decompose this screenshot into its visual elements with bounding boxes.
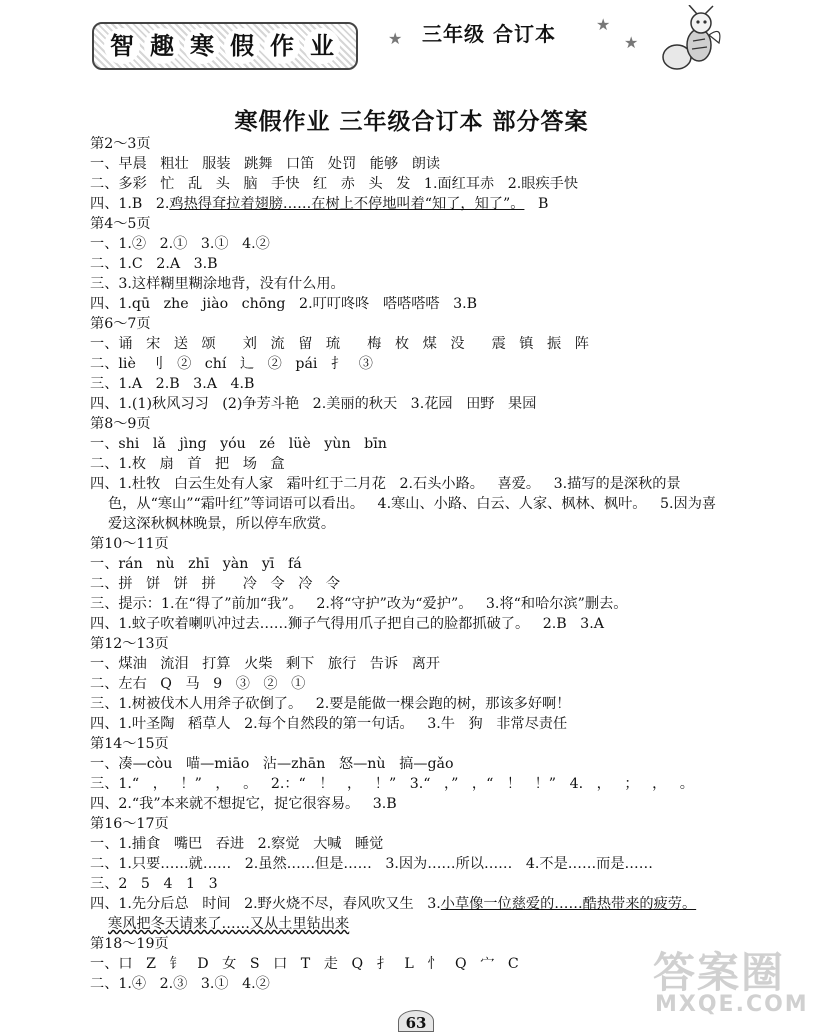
answer-line: 三、提示：1.在“得了”前加“我”。 2.将“守护”改为“爱护”。 3.将“和哈尔滨”删去。 xyxy=(90,596,628,612)
answer-line: 三、1.A 2.B 3.A 4.B xyxy=(90,376,255,392)
answer-line xyxy=(90,194,770,214)
underlined-answer: 鸡热得耷拉着翅膀……在树上不停地叫着“知了，知了”。 xyxy=(169,196,525,212)
watermark-logo xyxy=(645,940,815,1020)
underlined-answer: 小草像一位慈爱的……酷热带来的疲劳。 xyxy=(440,896,697,912)
document-title: 寒假作业 三年级合订本 部分答案 xyxy=(234,109,589,135)
answer-line: 四、1.叶圣陶 稻草人 2.每个自然段的第一句话。 3.牛 狗 非常尽责任 xyxy=(90,716,568,732)
answer-line-continued: 爱这深秋枫林晚景，所以停车欣赏。 xyxy=(108,516,336,532)
section-heading: 第18～19页 xyxy=(90,936,169,952)
answer-line: 一、口 Z 钅 D 女 S 口 T 走 Q 扌 L 忄 Q 宀 C xyxy=(90,956,519,972)
star-icon: ★ xyxy=(388,29,403,48)
section-heading: 第10～11页 xyxy=(90,536,169,552)
banner-subtitle: 三年级 合订本 xyxy=(422,22,556,46)
answer-line: 一、shi lǎ jìng yóu zé lüè yùn bīn xyxy=(90,436,387,452)
answer-line: 三、1.树被伐木人用斧子砍倒了。 2.要是能做一棵会跑的树，那该多好啊！ xyxy=(90,696,571,712)
answer-line: 二、1.④ 2.③ 3.① 4.② xyxy=(90,976,270,992)
section-heading: 第8～9页 xyxy=(90,416,151,432)
answer-line: 二、拼 饼 饼 拼 冷 令 冷 令 xyxy=(90,576,341,592)
answer-line: 二、多彩 忙 乱 头 脑 手快 红 赤 头 发 1.面红耳赤 2.眼疾手快 xyxy=(90,176,579,192)
answer-line: 二、1.C 2.A 3.B xyxy=(90,256,218,272)
star-icon: ★ xyxy=(596,15,611,34)
banner-subtitle-area xyxy=(380,15,660,52)
answer-line-prefix: 四、1.先分后总 时间 2.野火烧不尽，春风吹又生 3. xyxy=(90,896,441,912)
answer-line: 一、诵 宋 送 颂 刘 流 留 琉 梅 枚 煤 没 震 镇 振 阵 xyxy=(90,336,589,352)
answer-line-continued xyxy=(90,914,770,934)
section-heading: 第12～13页 xyxy=(90,636,169,652)
answer-line: 一、1.② 2.① 3.① 4.② xyxy=(90,236,270,252)
banner-title-char: 智 xyxy=(104,28,140,64)
answer-line: 一、凑—còu 喵—miāo 沾—zhān 怒—nù 搞—gǎo xyxy=(90,756,454,772)
answer-content xyxy=(90,134,770,994)
page-number: 63 xyxy=(398,1010,434,1032)
answer-line: 四、1.(1)秋风习习 (2)争芳斗艳 2.美丽的秋天 3.花园 田野 果园 xyxy=(90,396,537,412)
answer-line: 二、左右 Q 马 9 ③ ② ① xyxy=(90,676,306,692)
answer-line-suffix: B xyxy=(524,196,549,212)
section-heading: 第16～17页 xyxy=(90,816,169,832)
answer-line: 三、1.“ ， ！” ， 。 2.：“ ！ ， ！” 3.“ ，” ，“ ！ ！” 4. ， ； ， 。 xyxy=(90,776,694,792)
answer-line: 四、1.杜牧 白云生处有人家 霜叶红于二月花 2.石头小路。 喜爱。 3.描写的是深秋的景 xyxy=(90,476,681,492)
banner-title-char: 业 xyxy=(304,28,340,64)
answer-line: 四、1.蚊子吹着喇叭冲过去……狮子气得用爪子把自己的脸都抓破了。 2.B 3.A xyxy=(90,616,604,632)
section-heading: 第14～15页 xyxy=(90,736,169,752)
section-heading: 第4～5页 xyxy=(90,216,151,232)
answer-line: 四、1.qū zhe jiào chōng 2.叮叮咚咚 嗒嗒嗒嗒 3.B xyxy=(90,296,478,312)
answer-line xyxy=(90,894,770,914)
answer-line: 二、1.枚 扇 首 把 场 盒 xyxy=(90,456,285,472)
answer-line: 一、早晨 粗壮 服装 跳舞 口笛 处罚 能够 朗读 xyxy=(90,156,441,172)
answer-line: 二、1.只要……就…… 2.虽然……但是…… 3.因为……所以…… 4.不是……而是…… xyxy=(90,856,653,872)
star-icon: ★ xyxy=(624,33,639,52)
answer-line: 一、1.捕食 嘴巴 吞进 2.察觉 大喊 睡觉 xyxy=(90,836,384,852)
answer-line-continued: 色，从“寒山”“霜叶红”等词语可以看出。 4.寒山、小路、白云、人家、枫林、枫叶。 5.因为喜 xyxy=(108,496,717,512)
answer-line: 四、2.“我”本来就不想捉它，捉它很容易。 3.B xyxy=(90,796,397,812)
banner-title-plate xyxy=(92,22,358,70)
banner-title-char: 假 xyxy=(224,28,260,64)
answer-line: 一、煤油 流泪 打算 火柴 剩下 旅行 告诉 离开 xyxy=(90,656,441,672)
banner-title-char: 作 xyxy=(264,28,300,64)
answer-line: 一、rán nù zhī yàn yī fá xyxy=(90,556,302,572)
bee-mascot-icon xyxy=(655,5,725,75)
section-heading: 第2～3页 xyxy=(90,136,151,152)
answer-line: 三、2 5 4 1 3 xyxy=(90,876,218,892)
watermark-text: 答案圈 xyxy=(653,948,786,997)
banner-title-char: 寒 xyxy=(184,28,220,64)
wavy-underlined-answer: 寒风把冬天请来了……又从土里钻出来 xyxy=(108,916,350,932)
answer-line: 二、liè 刂 ② chí 辶 ② pái 扌 ③ xyxy=(90,356,373,372)
header-banner xyxy=(0,0,823,80)
answer-line: 三、3.这样糊里糊涂地背，没有什么用。 xyxy=(90,276,345,292)
answer-line-prefix: 四、1.B 2. xyxy=(90,196,170,212)
banner-title xyxy=(104,28,340,64)
watermark-url: MXQE.COM xyxy=(655,992,809,1017)
section-heading: 第6～7页 xyxy=(90,316,151,332)
banner-title-char: 趣 xyxy=(144,28,180,64)
